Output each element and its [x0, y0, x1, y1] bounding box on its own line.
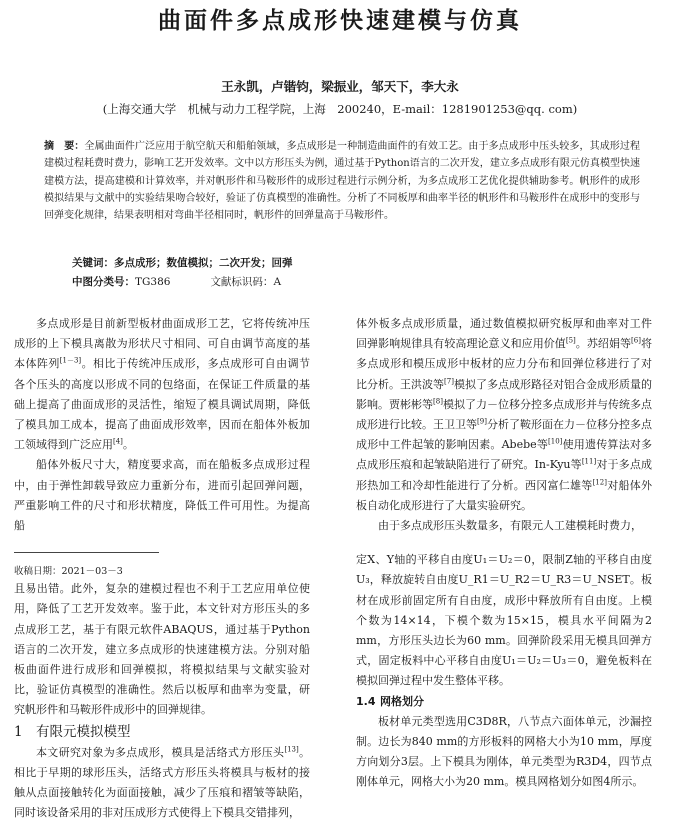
abstract-label: 摘 要： [44, 141, 85, 152]
citation: [9] [477, 417, 487, 426]
citation: [1－3] [59, 356, 82, 365]
paragraph: 本文研究对象为多点成形，模具是活络式方形压头[13]。相比于早期的球形压头，活络式方形压头将模具与板材的接触从点面接触转化为面面接触，减少了压痕和褶皱等缺陷，同时该设备采用的非对压成形方式使得上下模具交错排列， [14, 745, 311, 820]
received-date: 收稿日期：2021－03－3 [14, 566, 123, 578]
citation: [10] [548, 437, 563, 446]
citation: [4] [113, 437, 123, 446]
citation: [11] [581, 457, 597, 466]
author-list: 王永凯，卢锴钧，梁振业，邹天下，李大永 [221, 79, 459, 94]
classification [72, 273, 640, 291]
citation: [8] [433, 397, 443, 406]
paragraph: 船体外板尺寸大，精度要求高，而在船板多点成形过程中，由于弹性卸载导致应力重新分布，进而引起回弹问题，严重影响工件的尺寸和形状精度，降低工件可用性。为提高船 [14, 458, 310, 533]
abstract [44, 138, 640, 224]
doc-code: A [273, 276, 282, 288]
citation: [6] [631, 336, 641, 345]
paragraph: 由于多点成形压头数量多，有限元人工建模耗时费力， [378, 519, 642, 533]
keywords-text: 多点成形；数值模拟；二次开发；回弹 [114, 257, 293, 269]
keywords [72, 254, 640, 272]
abstract-text: 全属曲面件广泛应用于航空航天和船舶领域，多点成形是一种制造曲面件的有效工艺。由于多点成形中压头较多，其成形过程建模过程耗费时费力，影响工艺开发效率。文中以方形压头为例，通过基于Python语言的二次开发，建立多点成形有限元仿真模型快速建模方法，提高建模和计算效率，并对帆形件和马鞍形件的成形过程进行示例分析，为多点成形工艺优化提供辅助参考。帆形件的成形模拟结果与文献中的实验结果吻合较好，验证了仿真模型的准确性。分析了不同板厚和曲率半径的帆形件和马鞍形件在成形中的变形与回弹变化规律，结果表明相对弯曲半径相同时，帆形件的回弹量高于马鞍形件。 [44, 141, 641, 222]
paper-title: 曲面件多点成形快速建模与仿真 [158, 7, 522, 34]
doc-code-label: 文献标识码： [210, 276, 274, 288]
left-column [14, 314, 310, 823]
paragraph: 定X、Y轴的平移自由度U₁＝U₂＝0，限制Z轴的平移自由度U₃，释放旋转自由度U_R1＝U_R2＝U_R3＝U_NSET。板材在成形前固定所有自由度，成形中释放所有自由度。上模个数为14×14，下模个数为15×15，模具水平间隔为2 mm，方形压头边长为60 mm。回弹阶段采用无模具回弹方式，固定板料中心平移自由度U₁＝U₂＝U₃＝0，避免板料在模拟回弹过程中发生整体平移。 [356, 553, 652, 688]
clc-code: TG386 [135, 276, 171, 288]
paragraph: 板材单元类型选用C3D8R，八节点六面体单元，沙漏控制。边长为840 mm的方形板料的网格大小为10 mm，厚度方向划分3层。上下模具为刚体，单元类型为R3D4，四节点刚体单元，网格大小为20 mm。模具网格划分如图4所示。 [356, 714, 652, 789]
citation: [12] [592, 477, 607, 486]
citation: [7] [444, 376, 454, 385]
paragraph: 多点成形是目前新型板材曲面成形工艺，它将传统冲压成形的上下模具离散为形状尺寸相同、可自由调节高度的基本体阵列[1－3]。相比于传统冲压成形，多点成形可自由调节各个压头的高度以形成不同的包络面，在保证工件质量的基础上提高了曲面成形的灵活性，缩短了模具调试周期，降低了模具加工成本，提高了曲面成形效率，因而在船体外板加工领域得到广泛应用[4]。 [14, 317, 311, 452]
citation: [5] [565, 336, 576, 345]
subsection-heading: 1.4 网格划分 [356, 694, 424, 708]
right-column [356, 314, 652, 792]
paragraph: 体外板多点成形质量，通过数值模拟研究板厚和曲率对工件回弹影响规律具有较高理论意义和应用价值[5]。苏绍娟等[6]将多点成形和模压成形中板材的应力分布和回弹位移进行了对比分析。王洪波等[7]模拟了多点成形路径对铝合金成形质量的影响。贾彬彬等[8]模拟了力－位移分控多点成形并与传统多点成形进行比较。王卫卫等[9]分析了鞍形面在力－位移分控多点成形中工件起皱的影响因素。Abebe等[10]使用遗传算法对多点成形压痕和起皱缺陷进行了研究。In-Kyu等[11]对于多点成形热加工和冷却性能进行了分析。西冈富仁雄等[12]对船体外板自动化成形进行了大量实验研究。 [356, 317, 653, 512]
paragraph: 且易出错。此外，复杂的建模过程也不利于工艺应用单位使用，降低了工艺开发效率。鉴于此，本文针对方形压头的多点成形工艺，基于有限元软件ABAQUS，通过基于Python语言的二次开发，建立多点成形的快速建模方法。分别对船板曲面件进行成形和回弹模拟，将模拟结果与文献实验对比，验证仿真模型的准确性。然后以板厚和曲率为变量，研究帆形件和马鞍形件成形中的回弹规律。 [14, 582, 310, 717]
affiliation: (上海交通大学 机械与动力工程学院，上海 200240，E-mail：1281901253@qq. com) [102, 102, 578, 116]
section-heading: 1 有限元模拟模型 [14, 723, 131, 740]
footnote-divider [14, 552, 159, 553]
citation: [13] [284, 745, 299, 753]
clc-label: 中图分类号： [72, 276, 135, 288]
keywords-label: 关键词： [72, 257, 114, 269]
